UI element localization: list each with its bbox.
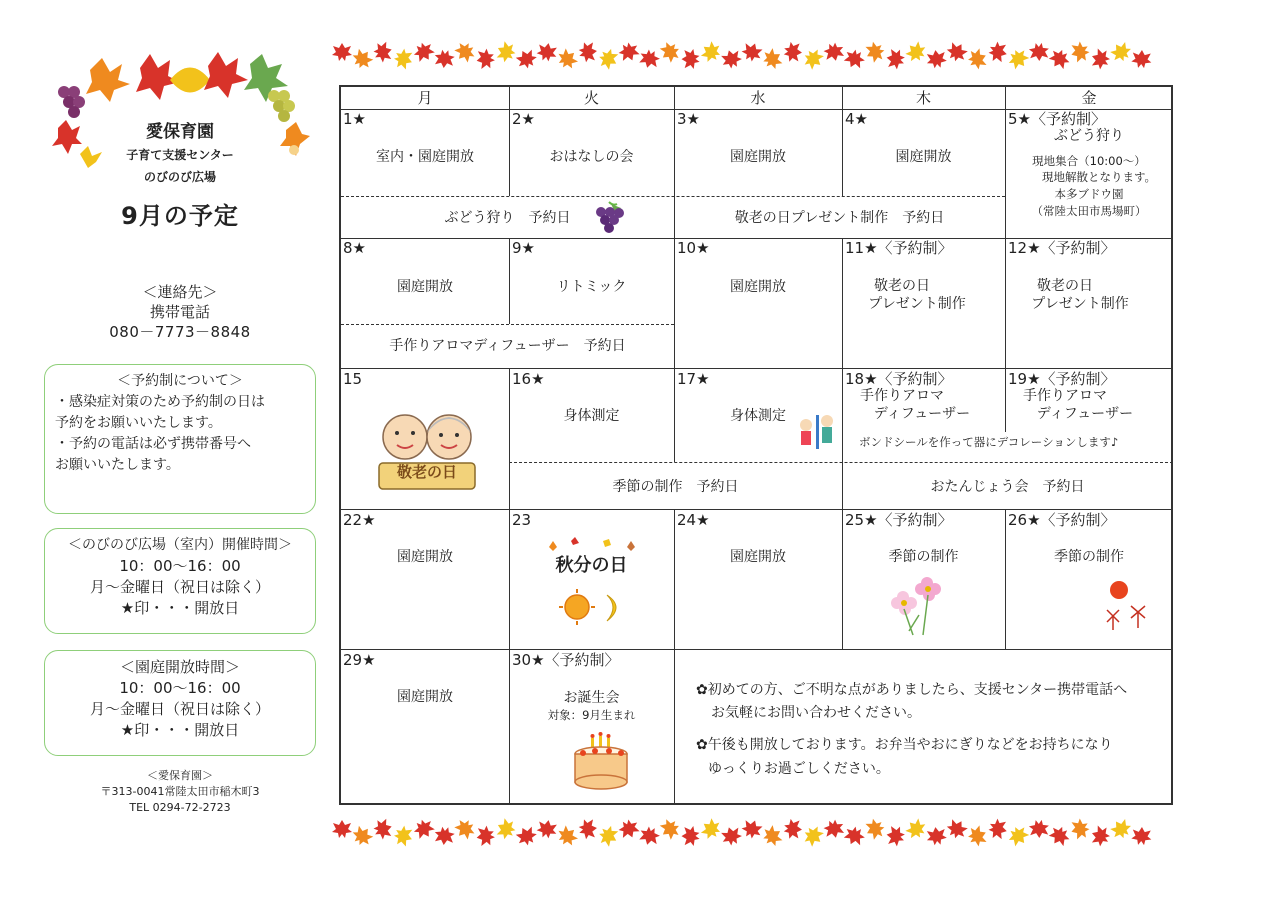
day-number: 12★〈予約制〉 [1008,239,1116,257]
grid-line [1005,87,1006,109]
maple-leaf-icon [596,823,622,849]
day-event: リトミック [556,279,627,295]
page-title: 9月の予定 [121,202,239,230]
maple-leaf-icon [1068,40,1091,65]
maple-leaf-icon [783,41,802,62]
grape-icon [58,86,85,118]
autumn-equinox-illustration [541,537,641,637]
day-event: 園庭開放 [730,279,786,295]
maple-leaf-icon [698,39,724,66]
reservation-info-box [44,364,316,514]
maple-leaf-icon [554,46,581,72]
grid-line [842,509,843,649]
respect-for-aged-day-badge: 敬老の日 [396,463,457,481]
maple-leaf-icon [925,49,947,69]
day-number: 23 [512,511,532,529]
day-number: 4★ [845,110,868,128]
dragonfly-sunset-icon [1099,580,1155,636]
info-note: お気軽にお問い合わせください。 [711,705,921,721]
maple-leaf-icon [332,820,352,838]
reservation-info-line: ・感染症対策のため予約制の日は [55,394,265,410]
maple-leaf-icon [1131,49,1152,68]
day-event: プレゼント制作 [868,296,966,312]
day-number: 5★〈予約制〉 [1008,110,1106,128]
maple-leaf-icon [800,823,827,849]
day-event: ディフューザー [1036,406,1134,422]
grid-dash [509,462,1173,463]
maple-leaf-icon [349,46,376,72]
maple-leaf-icon [1089,47,1113,72]
grid-dash [341,196,1005,197]
maple-leaf-icon [698,816,724,843]
maple-leaf-icon [987,817,1009,841]
garden-hours-title: ＜園庭開放時間＞ [119,658,240,676]
day-number: 24★ [677,511,710,529]
maple-leaf-icon [578,818,598,840]
maple-leaf-icon [1131,826,1152,845]
maple-leaf-icon [554,823,581,849]
day-number: 1★ [343,110,366,128]
day-detail: （常陸太田市馬場町） [1031,204,1147,218]
day-event: プレゼント制作 [1031,296,1129,312]
day-event: お誕生会 [563,690,620,706]
maple-leaf-icon [719,47,743,70]
maple-leaf-icon [452,816,479,843]
contact-phone: 080－7773－8848 [109,323,251,341]
day-number: 11★〈予約制〉 [845,239,953,257]
maple-leaf-icon [616,40,641,64]
elderly-couple-icon [375,405,479,495]
garden-hours-days: 月～金曜日（祝日は除く） [89,700,270,718]
day-number: 29★ [343,651,376,669]
day-detail: 現地集合（10:00～） [1032,154,1146,168]
indoor-hours-title: ＜のびのび広場（室内）開催時間＞ [68,537,292,553]
maple-leaf-icon [1046,823,1073,849]
maple-leaf-icon [925,826,947,846]
maple-leaf-icon [1108,816,1135,842]
maple-leaf-icon [987,40,1009,64]
maple-leaf-icon [411,816,437,842]
grid-line [509,649,510,805]
day-number: 19★〈予約制〉 [1008,370,1116,388]
maple-leaf-icon [411,39,437,65]
indoor-hours-time: 10：00～16：00 [119,557,241,575]
maple-leaf-icon [760,46,786,72]
grid-line [842,87,843,109]
day-event: 園庭開放 [397,279,453,295]
address-line: 〒313-0041常陸太田市稲木町3 [100,785,260,798]
maple-leaf-icon [862,39,887,65]
maple-leaf-icon [842,47,868,72]
grid-line [509,87,510,109]
day-number: 3★ [677,110,700,128]
day-number: 8★ [343,239,366,257]
maple-leaf-icon [1029,820,1050,839]
weekday-header-wed: 水 [750,89,766,107]
day-event: 季節の制作 [888,549,959,565]
day-event: 身体測定 [730,408,786,424]
autumn-equinox-label: 秋分の日 [555,555,628,576]
org-name: 愛保育園 [146,122,214,142]
day-number: 26★〈予約制〉 [1008,511,1116,529]
org-header [40,120,320,231]
address-label: ＜愛保育園＞ [147,769,213,782]
maple-leaf-icon [1108,39,1135,65]
maple-leaf-icon [616,817,641,841]
center-name: 子育て支援センター [126,148,234,162]
maple-leaf-icon [944,816,970,842]
maple-leaf-icon [783,818,802,839]
contact-block [40,282,320,342]
booking-note: 敬老の日プレゼント制作 予約日 [734,210,945,226]
maple-leaf-icon [434,826,455,846]
maple-leaf-icon [578,41,598,63]
day-event: 園庭開放 [730,549,786,565]
maple-leaf-icon [475,824,496,847]
address-block [40,768,320,816]
reservation-info-title: ＜予約制について＞ [117,373,243,389]
day-number: 30★〈予約制〉 [512,651,620,669]
indoor-hours-days: 月～金曜日（祝日は除く） [89,578,270,596]
height-measurement-icon [796,411,836,453]
day-number: 10★ [677,239,710,257]
grid-line [341,509,1173,510]
garden-hours-time: 10：00～16：00 [119,679,241,697]
maple-leaf-icon [536,41,559,62]
weekday-header-tue: 火 [583,89,599,107]
birthday-cake-icon [569,732,633,792]
maple-leaf-icon [638,48,662,71]
maple-leaf-icon [392,46,416,71]
day-detail: 本多ブドウ園 [1054,187,1124,201]
garden-hours-box [44,650,316,756]
maple-leaf-icon [349,823,376,849]
maple-leaf-icon [657,39,683,66]
info-note: ✿初めての方、ご不明な点がありましたら、支援センター携帯電話へ [696,682,1128,698]
grid-line [674,87,675,109]
day-event: ディフューザー [873,406,971,422]
address-tel: TEL 0294-72-2723 [129,801,231,814]
day-event: 身体測定 [563,408,620,424]
day-event: 手作りアロマ [1023,388,1107,404]
day-number: 15 [343,370,363,388]
day-event: 手作りアロマ [860,388,944,404]
day-number: 16★ [512,370,545,388]
booking-note: 季節の制作 予約日 [612,479,739,495]
day-number: 18★〈予約制〉 [845,370,953,388]
grid-line [674,509,675,649]
grid-line [674,238,675,368]
maple-leaf-icon [903,39,930,66]
maple-leaf-icon [475,47,496,70]
indoor-hours-box [44,528,316,634]
booking-note: ぶどう狩り 予約日 [444,210,571,226]
grid-line [674,649,675,805]
day-detail: 対象：9月生まれ [547,708,636,722]
maple-leaf-icon [1089,824,1113,849]
cosmos-flower-icon [889,575,949,639]
maple-leaf-icon [1005,46,1032,72]
maple-leaf-icon [638,825,662,848]
maple-leaf-icon [903,816,930,843]
maple-leaf-icon [842,824,868,849]
maple-leaf-icon [944,39,970,65]
maple-leaf-icon [965,823,989,848]
day-event: 園庭開放 [397,689,453,705]
day-event: 園庭開放 [397,549,453,565]
grape-icon [591,200,627,236]
weekday-header-fri: 金 [1081,89,1097,107]
contact-phone-label: 携帯電話 [149,303,210,321]
day-number: 22★ [343,511,376,529]
maple-leaf-icon [681,49,699,69]
day-number: 2★ [512,110,535,128]
grid-line [509,509,510,649]
maple-leaf-border-bottom [332,815,1172,849]
grid-line [341,649,1173,650]
day-event: 園庭開放 [730,149,786,165]
maple-leaf-icon [740,40,765,64]
maple-leaf-icon [1068,817,1091,842]
day-detail: 現地解散となります。 [1041,170,1157,184]
maple-leaf-icon [332,43,352,61]
maple-leaf-icon [372,40,395,64]
day-number: 9★ [512,239,535,257]
indoor-hours-star-note: ★印・・・開放日 [120,599,240,617]
maple-leaf-icon [800,46,827,72]
grape-icon [268,90,295,122]
maple-leaf-icon [1046,46,1073,72]
calendar [339,85,1173,805]
day-event: 室内・園庭開放 [376,149,474,165]
maple-leaf-border-top [332,38,1172,72]
garden-hours-star-note: ★印・・・開放日 [120,721,240,739]
maple-leaf-icon [1029,43,1050,62]
maple-leaf-icon [822,41,845,63]
maple-leaf-icon [596,46,622,72]
maple-leaf-icon [494,816,519,842]
maple-leaf-icon [657,816,683,843]
maple-leaf-icon [885,825,906,848]
info-note: ゆっくりお過ごしください。 [708,761,890,777]
info-note: ✿午後も開放しております。お弁当やおにぎりなどをお持ちになり [696,737,1113,753]
contact-label: ＜連絡先＞ [142,283,218,301]
weekday-header-thu: 木 [915,89,931,107]
maple-leaf-icon [514,46,540,71]
day-event: 季節の制作 [1054,549,1124,565]
maple-leaf-icon [536,818,559,839]
booking-note: 手作りアロマディフューザー 予約日 [389,338,626,354]
weekday-header-mon: 月 [417,89,433,107]
maple-leaf-icon [434,49,455,69]
reservation-info-line: 予約をお願いいたします。 [55,415,222,431]
day-number: 17★ [677,370,710,388]
booking-note: おたんじょう会 予約日 [930,479,1085,495]
reservation-info-line: ・予約の電話は必ず携帯番号へ [55,436,251,452]
reservation-info-line: お願いいたします。 [55,457,180,473]
maple-leaf-icon [740,817,765,841]
maple-leaf-icon [719,824,743,847]
maple-leaf-icon [452,39,479,66]
day-event: 敬老の日 [1037,278,1093,294]
day-event: ぶどう狩り [1054,128,1124,144]
sidebar [40,50,320,830]
maple-leaf-icon [514,823,540,848]
maple-leaf-icon [372,817,395,841]
maple-leaf-icon [1005,823,1032,849]
grid-dash [341,324,674,325]
maple-leaf-icon [494,39,519,65]
maple-leaf-icon [392,823,416,848]
maple-leaf-icon [822,818,845,840]
maple-leaf-icon [885,48,906,71]
maple-leaf-icon [760,823,786,849]
grid-line [341,368,1173,369]
day-event: 敬老の日 [874,278,930,294]
hiroba-name: のびのび広場 [143,170,216,184]
maple-leaf-icon [965,46,989,71]
grid-line [1005,509,1006,649]
activity-note: ボンドシールを作って器にデコレーションします♪ [859,435,1119,449]
day-number: 25★〈予約制〉 [845,511,953,529]
maple-leaf-icon [862,816,887,842]
day-event: おはなしの会 [549,149,634,165]
maple-leaf-icon [681,826,699,846]
day-event: 園庭開放 [895,149,952,165]
